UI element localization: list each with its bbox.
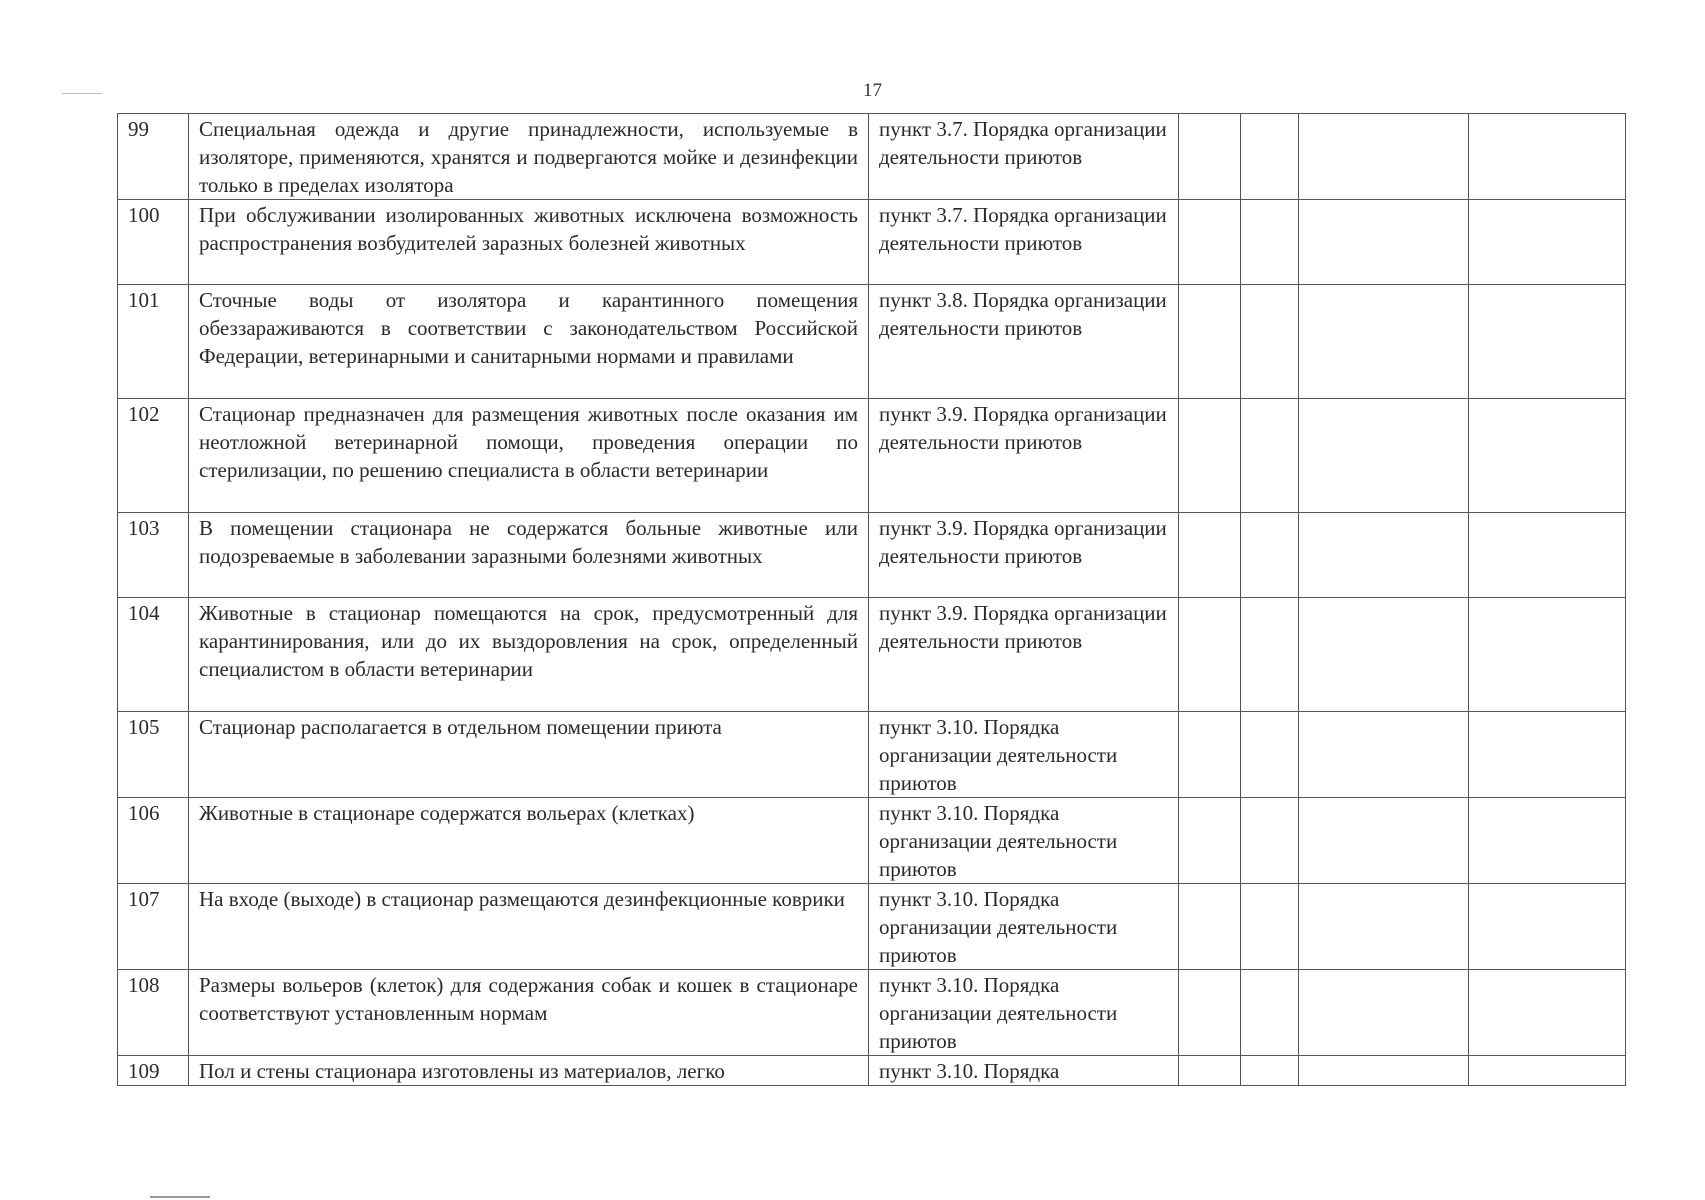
table-row bbox=[118, 598, 1626, 712]
answer-cell bbox=[1241, 798, 1299, 884]
answer-cell bbox=[1469, 513, 1626, 598]
answer-cell bbox=[1299, 200, 1469, 285]
answer-cell bbox=[1179, 399, 1241, 513]
reference-text: пункт 3.9. Порядка организации деятельности приютов bbox=[869, 598, 1179, 712]
answer-cell bbox=[1299, 513, 1469, 598]
table-row bbox=[118, 970, 1626, 1056]
answer-cell bbox=[1469, 712, 1626, 798]
requirement-text: Животные в стационаре содержатся вольерах (клетках) bbox=[189, 798, 869, 884]
answer-cell bbox=[1299, 114, 1469, 200]
reference-text: пункт 3.10. Порядка организации деятельности приютов bbox=[869, 798, 1179, 884]
reference-text: пункт 3.9. Порядка организации деятельности приютов bbox=[869, 513, 1179, 598]
answer-cell bbox=[1179, 798, 1241, 884]
answer-cell bbox=[1299, 285, 1469, 399]
reference-text: пункт 3.8. Порядка организации деятельности приютов bbox=[869, 285, 1179, 399]
reference-text: пункт 3.10. Порядка организации деятельности приютов bbox=[869, 884, 1179, 970]
row-number: 108 bbox=[118, 970, 189, 1056]
answer-cell bbox=[1241, 399, 1299, 513]
answer-cell bbox=[1299, 970, 1469, 1056]
row-number: 101 bbox=[118, 285, 189, 399]
requirement-text: Размеры вольеров (клеток) для содержания собак и кошек в стационаре соответствуют установленным нормам bbox=[189, 970, 869, 1056]
answer-cell bbox=[1469, 200, 1626, 285]
row-number: 106 bbox=[118, 798, 189, 884]
answer-cell bbox=[1469, 399, 1626, 513]
answer-cell bbox=[1241, 598, 1299, 712]
table-row bbox=[118, 884, 1626, 970]
answer-cell bbox=[1241, 970, 1299, 1056]
answer-cell bbox=[1179, 285, 1241, 399]
table-row bbox=[118, 798, 1626, 884]
answer-cell bbox=[1299, 712, 1469, 798]
answer-cell bbox=[1241, 513, 1299, 598]
answer-cell bbox=[1179, 712, 1241, 798]
requirement-text: Сточные воды от изолятора и карантинного помещения обеззараживаются в соответствии с законодательством Российской Федерации, ветеринарными и санитарными нормами и правилами bbox=[189, 285, 869, 399]
answer-cell bbox=[1241, 712, 1299, 798]
page-number: 17 bbox=[863, 80, 882, 101]
scan-artifact bbox=[62, 93, 102, 94]
row-number: 104 bbox=[118, 598, 189, 712]
answer-cell bbox=[1241, 285, 1299, 399]
answer-cell bbox=[1299, 598, 1469, 712]
row-number: 99 bbox=[118, 114, 189, 200]
answer-cell bbox=[1179, 114, 1241, 200]
requirement-text: В помещении стационара не содержатся больные животные или подозреваемые в заболевании заразными болезнями животных bbox=[189, 513, 869, 598]
requirement-text: При обслуживании изолированных животных исключена возможность распространения возбудителей заразных болезней животных bbox=[189, 200, 869, 285]
row-number: 107 bbox=[118, 884, 189, 970]
answer-cell bbox=[1299, 798, 1469, 884]
row-number: 109 bbox=[118, 1056, 189, 1086]
answer-cell bbox=[1179, 884, 1241, 970]
checklist-table bbox=[117, 113, 1626, 1086]
table-row bbox=[118, 285, 1626, 399]
row-number: 103 bbox=[118, 513, 189, 598]
reference-text: пункт 3.10. Порядка bbox=[869, 1056, 1179, 1086]
answer-cell bbox=[1299, 1056, 1469, 1086]
answer-cell bbox=[1469, 598, 1626, 712]
requirement-text: На входе (выходе) в стационар размещаются дезинфекционные коврики bbox=[189, 884, 869, 970]
table-row bbox=[118, 114, 1626, 200]
table-row bbox=[118, 399, 1626, 513]
answer-cell bbox=[1241, 200, 1299, 285]
row-number: 105 bbox=[118, 712, 189, 798]
requirement-text: Животные в стационар помещаются на срок, предусмотренный для карантинирования, или до их выздоровления на срок, определенный специалистом в области ветеринарии bbox=[189, 598, 869, 712]
answer-cell bbox=[1469, 1056, 1626, 1086]
answer-cell bbox=[1179, 200, 1241, 285]
answer-cell bbox=[1299, 884, 1469, 970]
requirement-text: Специальная одежда и другие принадлежности, используемые в изоляторе, применяются, хранятся и подвергаются мойке и дезинфекции только в пределах изолятора bbox=[189, 114, 869, 200]
table-row bbox=[118, 712, 1626, 798]
answer-cell bbox=[1469, 114, 1626, 200]
reference-text: пункт 3.7. Порядка организации деятельности приютов bbox=[869, 200, 1179, 285]
answer-cell bbox=[1241, 884, 1299, 970]
table-row bbox=[118, 200, 1626, 285]
reference-text: пункт 3.9. Порядка организации деятельности приютов bbox=[869, 399, 1179, 513]
table-row bbox=[118, 513, 1626, 598]
answer-cell bbox=[1179, 970, 1241, 1056]
reference-text: пункт 3.7. Порядка организации деятельности приютов bbox=[869, 114, 1179, 200]
row-number: 102 bbox=[118, 399, 189, 513]
answer-cell bbox=[1469, 285, 1626, 399]
answer-cell bbox=[1469, 884, 1626, 970]
requirement-text: Стационар располагается в отдельном помещении приюта bbox=[189, 712, 869, 798]
answer-cell bbox=[1179, 1056, 1241, 1086]
answer-cell bbox=[1179, 598, 1241, 712]
row-number: 100 bbox=[118, 200, 189, 285]
scan-artifact bbox=[150, 1196, 210, 1198]
requirement-text: Стационар предназначен для размещения животных после оказания им неотложной ветеринарной помощи, проведения операции по стерилизации, по решению специалиста в области ветеринарии bbox=[189, 399, 869, 513]
answer-cell bbox=[1469, 970, 1626, 1056]
answer-cell bbox=[1241, 114, 1299, 200]
answer-cell bbox=[1469, 798, 1626, 884]
answer-cell bbox=[1179, 513, 1241, 598]
table-row bbox=[118, 1056, 1626, 1086]
requirement-text: Пол и стены стационара изготовлены из материалов, легко bbox=[189, 1056, 869, 1086]
answer-cell bbox=[1241, 1056, 1299, 1086]
reference-text: пункт 3.10. Порядка организации деятельности приютов bbox=[869, 712, 1179, 798]
answer-cell bbox=[1299, 399, 1469, 513]
reference-text: пункт 3.10. Порядка организации деятельности приютов bbox=[869, 970, 1179, 1056]
